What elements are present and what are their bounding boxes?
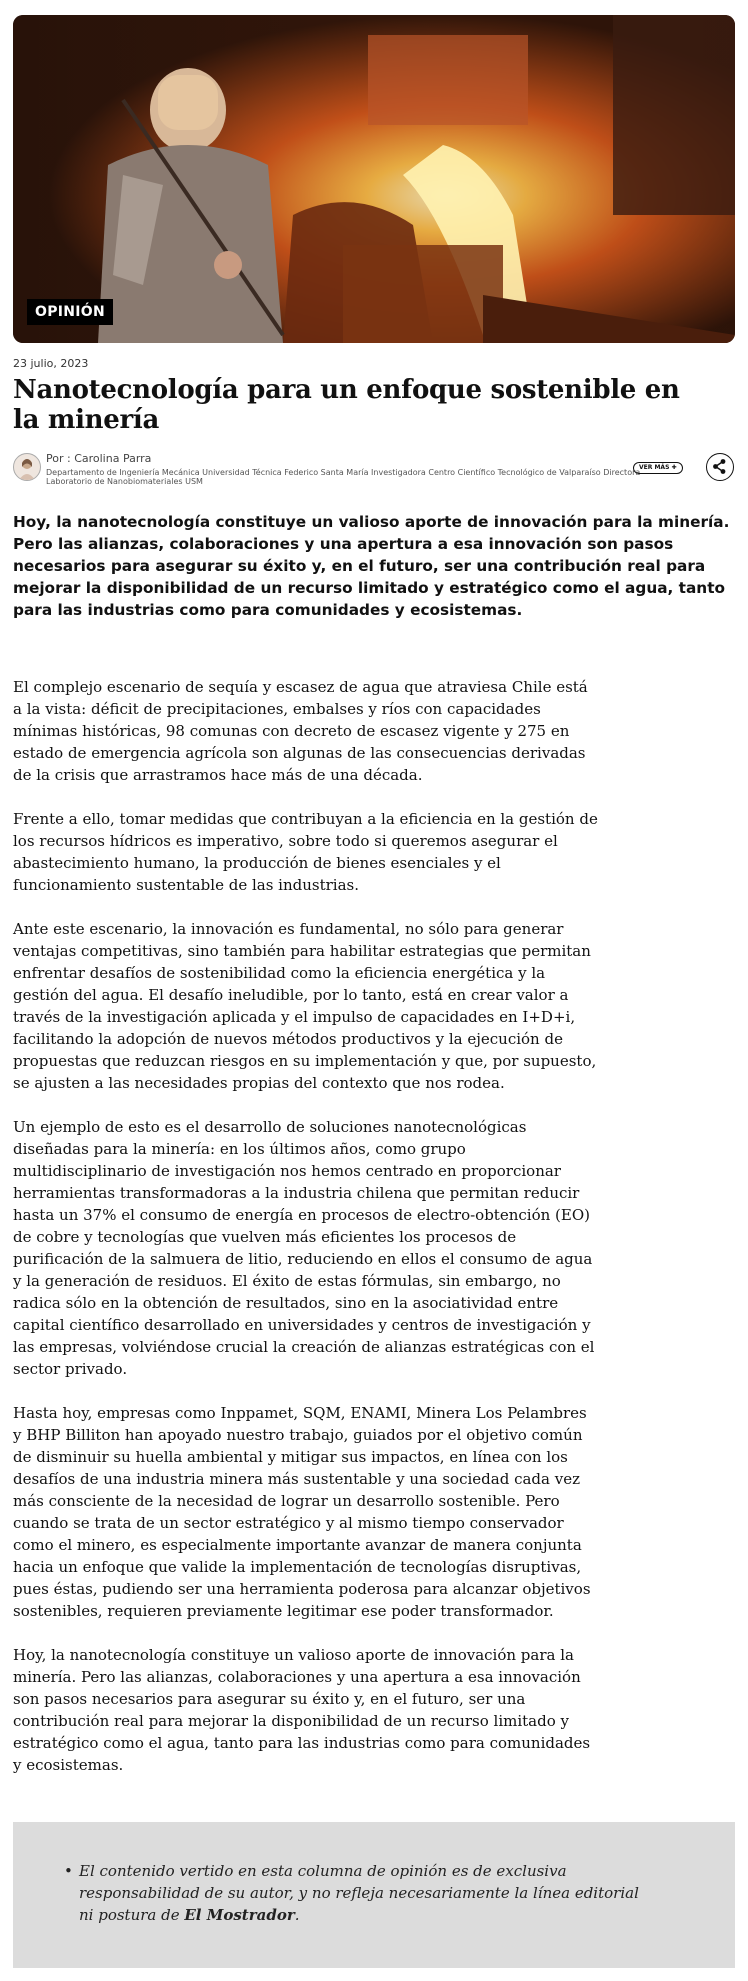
disclaimer-text: El contenido vertido en esta columna de opinión es de exclusiva responsabilidad de su autor, y no refleja necesariamente la línea editorial ni postura de (79, 1862, 639, 1924)
article-date: 23 julio, 2023 (13, 357, 89, 370)
body-paragraph: Hasta hoy, empresas como Inppamet, SQM, ENAMI, Minera Los Pelambres y BHP Billiton han apoyado nuestro trabajo, guiados por el objetivo común de disminuir su huella ambiental y mitigar sus impactos, en línea con los desafíos de una industria minera más sustentable y una sociedad cada vez más consciente de la necesidad de lograr un desarrollo sostenible. Pero cuando se trata de un sector estratégico y al mismo tiempo conservador como el minero, es especialmente importante avanzar de manera conjunta hacia un enfoque que valide la implementación de tecnologías disruptivas, pues éstas, pudiendo ser una herramienta poderosa para alcanzar objetivos sostenibles, requieren previamente legitimar ese poder transformador. (13, 1404, 591, 1620)
author-affiliation: Departamento de Ingeniería Mecánica Universidad Técnica Federico Santa María Investigadora Centro Científico Tecnológico de Valparaíso Directora Laboratorio de Nanobiomateriales USM (46, 468, 641, 486)
ver-mas-button[interactable]: VER MÁS ✚ (633, 462, 683, 474)
body-paragraph: Hoy, la nanotecnología constituye un valioso aporte de innovación para la minería. Pero las alianzas, colaboraciones y una apertura a esa innovación son pasos necesarios para asegurar su éxito y, en el futuro, ser una contribución real para mejorar la disponibilidad de un recurso limitado y estratégico como el agua, tanto para las industrias como para comunidades y ecosistemas. (13, 1646, 591, 1774)
article-title: Nanotecnología para un enfoque sostenible en la minería (13, 375, 680, 435)
body-paragraph: El complejo escenario de sequía y escasez de agua que atraviesa Chile está a la vista: déficit de precipitaciones, embalses y ríos con capacidades mínimas históricas, 98 comunas con decreto de escasez vigente y 275 en estado de emergencia agrícola son algunas de las consecuencias derivadas de la crisis que arrastramos hace más de una década. (13, 678, 588, 784)
disclaimer-end: . (294, 1906, 300, 1924)
article-body (13, 676, 598, 1798)
share-icon (707, 454, 732, 479)
author-avatar[interactable] (13, 453, 41, 481)
brand-name: El Mostrador (184, 1906, 295, 1924)
share-button[interactable] (706, 453, 734, 481)
disclaimer-list (79, 1860, 639, 1926)
body-paragraph: Frente a ello, tomar medidas que contribuyan a la eficiencia en la gestión de los recursos hídricos es imperativo, sobre todo si queremos asegurar el abastecimiento humano, la producción de bienes esenciales y el funcionamiento sustentable de las industrias. (13, 810, 598, 894)
body-paragraph: Un ejemplo de esto es el desarrollo de soluciones nanotecnológicas diseñadas para la minería: en los últimos años, como grupo multidisciplinario de investigación nos hemos centrado en proporcionar herramientas transformadoras a la industria chilena que permitan reducir hasta un 37% el consumo de energía en procesos de electro-obtención (EO) de cobre y tecnologías que vuelven más eficientes los procesos de purificación de la salmuera de litio, reduciendo en ellos el consumo de agua y la generación de residuos. El éxito de estas fórmulas, sin embargo, no radica sólo en la obtención de resultados, sino en la asociatividad entre capital científico desarrollado en universidades y centros de investigación y las empresas, volviéndose crucial la creación de alianzas estratégicas con el sector privado. (13, 1118, 595, 1378)
hero-image (13, 15, 735, 343)
opinion-badge[interactable]: OPINIÓN (27, 299, 113, 325)
disclaimer-item (79, 1860, 639, 1926)
body-paragraph: Ante este escenario, la innovación es fundamental, no sólo para generar ventajas competitivas, sino también para habilitar estrategias que permitan enfrentar desafíos de sostenibilidad como la eficiencia energética y la gestión del agua. El desafío ineludible, por lo tanto, está en crear valor a través de la investigación aplicada y el impulso de capacidades en I+D+i, facilitando la adopción de nuevos métodos productivos y la ejecución de propuestas que reduzcan riesgos en su implementación y que, por supuesto, se ajusten a las necesidades propias del contexto que nos rodea. (13, 920, 597, 1092)
foundry-worker-photo (13, 15, 735, 343)
disclaimer-box (13, 1822, 735, 1968)
author-block (13, 450, 735, 488)
article-lead: Hoy, la nanotecnología constituye un valioso aporte de innovación para la minería. Pero las alianzas, colaboraciones y una apertura a esa innovación son pasos necesarios para asegurar su éxito y, en el futuro, ser una contribución real para mejorar la disponibilidad de un recurso limitado y estratégico como el agua, tanto para las industrias como para comunidades y ecosistemas. (13, 513, 730, 619)
author-name[interactable]: Por : Carolina Parra (46, 452, 152, 465)
